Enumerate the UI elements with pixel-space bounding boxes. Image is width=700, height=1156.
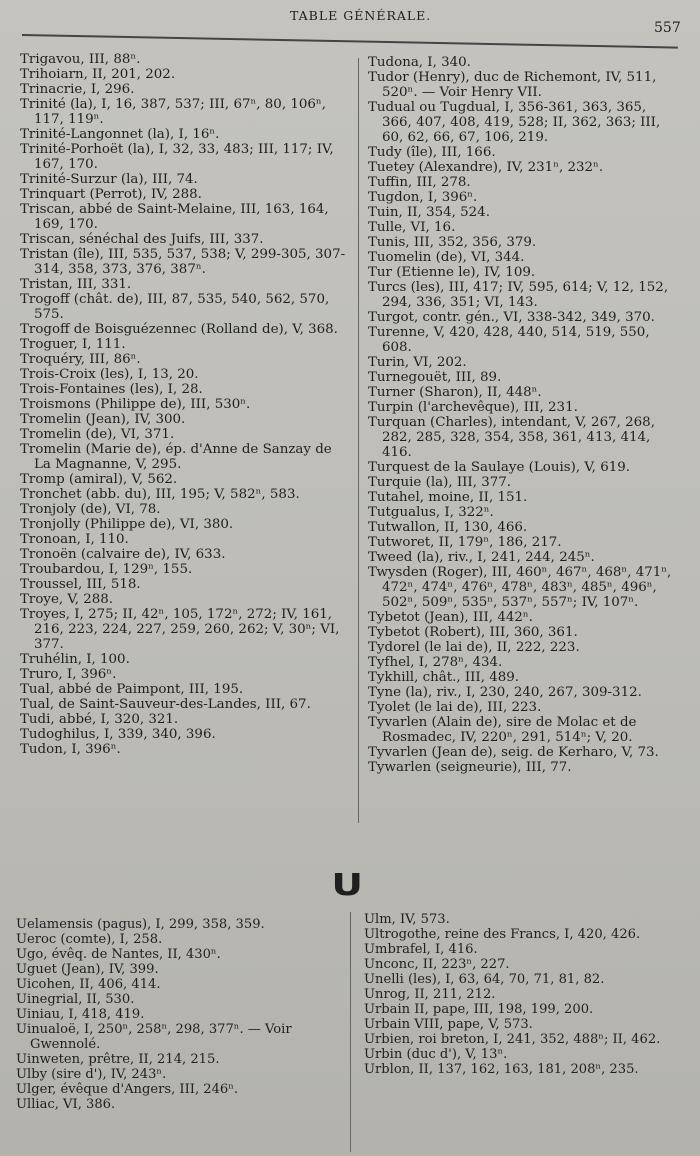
index-entry: Troguer, I, 111. bbox=[20, 337, 126, 352]
index-entry: Trigavou, III, 88ⁿ. bbox=[20, 52, 141, 67]
index-entry: Tudona, I, 340. bbox=[368, 55, 471, 70]
index-entry: Tugdon, I, 396ⁿ. bbox=[368, 190, 478, 205]
index-entry: Ulliac, VI, 386. bbox=[16, 1097, 116, 1112]
index-entry: Tudon, I, 396ⁿ. bbox=[20, 742, 121, 757]
index-entry: Trinité (la), I, 16, 387, 537; III, 67ⁿ, 80, 106ⁿ, 117, 119ⁿ. bbox=[20, 97, 326, 127]
index-entry: Tyvarlen (Alain de), sire de Molac et de Rosmadec, IV, 220ⁿ, 291, 514ⁿ; V, 20. bbox=[368, 715, 637, 745]
header-rule bbox=[22, 34, 678, 48]
index-entry: Turquan (Charles), intendant, V, 267, 268, 282, 285, 328, 354, 358, 361, 413, 414, 416. bbox=[368, 415, 655, 460]
column-divider bbox=[358, 58, 359, 823]
index-entry: Tual, de Saint-Sauveur-des-Landes, III, 67. bbox=[20, 697, 311, 712]
index-entry: Urbin (duc d'), V, 13ⁿ. bbox=[364, 1047, 508, 1062]
index-entry: Troye, V, 288. bbox=[20, 592, 114, 607]
index-entry: Trihoiarn, II, 201, 202. bbox=[20, 67, 176, 82]
index-column-right-bottom bbox=[364, 912, 680, 1077]
index-entry: Tromp (amiral), V, 562. bbox=[20, 472, 178, 487]
index-entry: Turner (Sharon), II, 448ⁿ. bbox=[368, 385, 542, 400]
index-entry: Tyfhel, I, 278ⁿ, 434. bbox=[368, 655, 503, 670]
index-entry: Troismons (Philippe de), III, 530ⁿ. bbox=[20, 397, 251, 412]
index-entry: Troquéry, III, 86ⁿ. bbox=[20, 352, 141, 367]
index-entry: Uelamensis (pagus), I, 299, 358, 359. bbox=[16, 917, 265, 932]
index-entry: Tudor (Henry), duc de Richemont, IV, 511, 520ⁿ. — Voir Henry VII. bbox=[368, 70, 657, 100]
index-entry: Tronoan, I, 110. bbox=[20, 532, 129, 547]
index-entry: Truhélin, I, 100. bbox=[20, 652, 130, 667]
index-entry: Turcs (les), III, 417; IV, 595, 614; V, 12, 152, 294, 336, 351; VI, 143. bbox=[368, 280, 669, 310]
index-entry: Tybetot (Jean), III, 442ⁿ. bbox=[368, 610, 533, 625]
index-entry: Trogoff de Boisguézennec (Rolland de), V, 368. bbox=[20, 322, 338, 337]
index-entry: Umbrafel, I, 416. bbox=[364, 942, 478, 957]
index-entry: Unconc, II, 223ⁿ, 227. bbox=[364, 957, 510, 972]
index-entry: Tuin, II, 354, 524. bbox=[368, 205, 490, 220]
index-entry: Unelli (les), I, 63, 64, 70, 71, 81, 82. bbox=[364, 972, 605, 987]
index-entry: Tywarlen (seigneurie), III, 77. bbox=[368, 760, 572, 775]
index-entry: Turquie (la), III, 377. bbox=[368, 475, 512, 490]
index-entry: Tromelin (Jean), IV, 300. bbox=[20, 412, 186, 427]
page-number: 557 bbox=[654, 20, 681, 36]
index-entry: Urblon, II, 137, 162, 163, 181, 208ⁿ, 235. bbox=[364, 1062, 639, 1077]
index-entry: Ulger, évêque d'Angers, III, 246ⁿ. bbox=[16, 1082, 239, 1097]
index-entry: Tuffin, III, 278. bbox=[368, 175, 471, 190]
index-entry: Tur (Etienne le), IV, 109. bbox=[368, 265, 536, 280]
index-entry: Ugo, évêq. de Nantes, II, 430ⁿ. bbox=[16, 947, 221, 962]
index-entry: Turnegouët, III, 89. bbox=[368, 370, 502, 385]
index-entry: Tuomelin (de), VI, 344. bbox=[368, 250, 525, 265]
index-entry: Tuetey (Alexandre), IV, 231ⁿ, 232ⁿ. bbox=[368, 160, 604, 175]
column-divider bbox=[350, 912, 351, 1152]
index-entry: Tutahel, moine, II, 151. bbox=[368, 490, 528, 505]
index-entry: Tudy (île), III, 166. bbox=[368, 145, 496, 160]
index-entry: Tudoghilus, I, 339, 340, 396. bbox=[20, 727, 216, 742]
index-entry: Tybetot (Robert), III, 360, 361. bbox=[368, 625, 578, 640]
index-entry: Tydorel (le lai de), II, 222, 223. bbox=[368, 640, 580, 655]
index-entry: Tudual ou Tugdual, I, 356-361, 363, 365, 366, 407, 408, 419, 528; II, 362, 363; III, 60, 62, 66, 67, 106, 219. bbox=[368, 100, 661, 145]
index-entry: Tronjolly (Philippe de), VI, 380. bbox=[20, 517, 234, 532]
index-entry: Urbain II, pape, III, 198, 199, 200. bbox=[364, 1002, 594, 1017]
index-entry: Troussel, III, 518. bbox=[20, 577, 141, 592]
index-column-left-bottom bbox=[16, 917, 346, 1112]
index-entry: Uguet (Jean), IV, 399. bbox=[16, 962, 159, 977]
index-entry: Tyolet (le lai de), III, 223. bbox=[368, 700, 542, 715]
index-entry: Trogoff (chât. de), III, 87, 535, 540, 562, 570, 575. bbox=[20, 292, 330, 322]
index-entry: Ueroc (comte), I, 258. bbox=[16, 932, 163, 947]
index-entry: Turgot, contr. gén., VI, 338-342, 349, 370. bbox=[368, 310, 655, 325]
index-entry: Trinquart (Perrot), IV, 288. bbox=[20, 187, 202, 202]
index-entry: Turquest de la Saulaye (Louis), V, 619. bbox=[368, 460, 631, 475]
section-letter: U bbox=[331, 868, 364, 903]
index-entry: Urbain VIII, pape, V, 573. bbox=[364, 1017, 533, 1032]
index-entry: Trois-Croix (les), I, 13, 20. bbox=[20, 367, 199, 382]
index-entry: Tromelin (de), VI, 371. bbox=[20, 427, 175, 442]
index-entry: Turpin (l'archevêque), III, 231. bbox=[368, 400, 578, 415]
index-entry: Triscan, sénéchal des Juifs, III, 337. bbox=[20, 232, 264, 247]
index-entry: Trinité-Porhoët (la), I, 32, 33, 483; III, 117; IV, 167, 170. bbox=[20, 142, 334, 172]
index-entry: Troyes, I, 275; II, 42ⁿ, 105, 172ⁿ, 272; IV, 161, 216, 223, 224, 227, 259, 260, 262; V, 30ⁿ; VI, 377. bbox=[20, 607, 340, 652]
index-entry: Tyne (la), riv., I, 230, 240, 267, 309-312. bbox=[368, 685, 642, 700]
index-entry: Uiniau, I, 418, 419. bbox=[16, 1007, 145, 1022]
index-entry: Uinweten, prêtre, II, 214, 215. bbox=[16, 1052, 220, 1067]
index-entry: Turin, VI, 202. bbox=[368, 355, 467, 370]
index-entry: Tunis, III, 352, 356, 379. bbox=[368, 235, 537, 250]
index-column-left-top bbox=[20, 52, 352, 757]
index-entry: Uinegrial, II, 530. bbox=[16, 992, 135, 1007]
page-header bbox=[0, 6, 700, 36]
index-entry: Tristan, III, 331. bbox=[20, 277, 132, 292]
running-title: TABLE GÉNÉRALE. bbox=[290, 8, 432, 23]
index-entry: Ulby (sire d'), IV, 243ⁿ. bbox=[16, 1067, 167, 1082]
index-entry: Tutgualus, I, 322ⁿ. bbox=[368, 505, 494, 520]
index-entry: Tykhill, chât., III, 489. bbox=[368, 670, 520, 685]
index-entry: Tulle, VI, 16. bbox=[368, 220, 456, 235]
index-entry: Trinacrie, I, 296. bbox=[20, 82, 135, 97]
index-entry: Triscan, abbé de Saint-Melaine, III, 163, 164, 169, 170. bbox=[20, 202, 329, 232]
index-entry: Trois-Fontaines (les), I, 28. bbox=[20, 382, 203, 397]
index-entry: Tutworet, II, 179ⁿ, 186, 217. bbox=[368, 535, 562, 550]
index-entry: Twysden (Roger), III, 460ⁿ, 467ⁿ, 468ⁿ, 471ⁿ, 472ⁿ, 474ⁿ, 476ⁿ, 478ⁿ, 483ⁿ, 485ⁿ, 496ⁿ, 502ⁿ, 509ⁿ, 535ⁿ, 537ⁿ, 557ⁿ; IV, 107ⁿ. bbox=[368, 565, 672, 610]
index-entry: Tual, abbé de Paimpont, III, 195. bbox=[20, 682, 244, 697]
index-entry: Tronjoly (de), VI, 78. bbox=[20, 502, 161, 517]
index-entry: Ulm, IV, 573. bbox=[364, 912, 450, 927]
index-column-right-top bbox=[368, 55, 680, 775]
index-entry: Tronoën (calvaire de), IV, 633. bbox=[20, 547, 226, 562]
index-entry: Tronchet (abb. du), III, 195; V, 582ⁿ, 583. bbox=[20, 487, 300, 502]
index-entry: Turenne, V, 420, 428, 440, 514, 519, 550, 608. bbox=[368, 325, 650, 355]
index-entry: Trinité-Langonnet (la), I, 16ⁿ. bbox=[20, 127, 220, 142]
index-entry: Tristan (île), III, 535, 537, 538; V, 299-305, 307-314, 358, 373, 376, 387ⁿ. bbox=[20, 247, 346, 277]
index-entry: Urbien, roi breton, I, 241, 352, 488ⁿ; II, 462. bbox=[364, 1032, 661, 1047]
index-entry: Unrog, II, 211, 212. bbox=[364, 987, 496, 1002]
index-entry: Troubardou, I, 129ⁿ, 155. bbox=[20, 562, 193, 577]
index-entry: Uicohen, II, 406, 414. bbox=[16, 977, 161, 992]
index-entry: Tyvarlen (Jean de), seig. de Kerharo, V, 73. bbox=[368, 745, 659, 760]
index-entry: Tudi, abbé, I, 320, 321. bbox=[20, 712, 179, 727]
index-entry: Tweed (la), riv., I, 241, 244, 245ⁿ. bbox=[368, 550, 595, 565]
index-entry: Uinualoë, I, 250ⁿ, 258ⁿ, 298, 377ⁿ. — Voir Gwennolé. bbox=[16, 1022, 292, 1052]
index-entry: Tromelin (Marie de), ép. d'Anne de Sanzay de La Magnanne, V, 295. bbox=[20, 442, 332, 472]
index-entry: Truro, I, 396ⁿ. bbox=[20, 667, 117, 682]
index-entry: Tutwallon, II, 130, 466. bbox=[368, 520, 528, 535]
index-entry: Ultrogothe, reine des Francs, I, 420, 426. bbox=[364, 927, 641, 942]
index-entry: Trinité-Surzur (la), III, 74. bbox=[20, 172, 198, 187]
